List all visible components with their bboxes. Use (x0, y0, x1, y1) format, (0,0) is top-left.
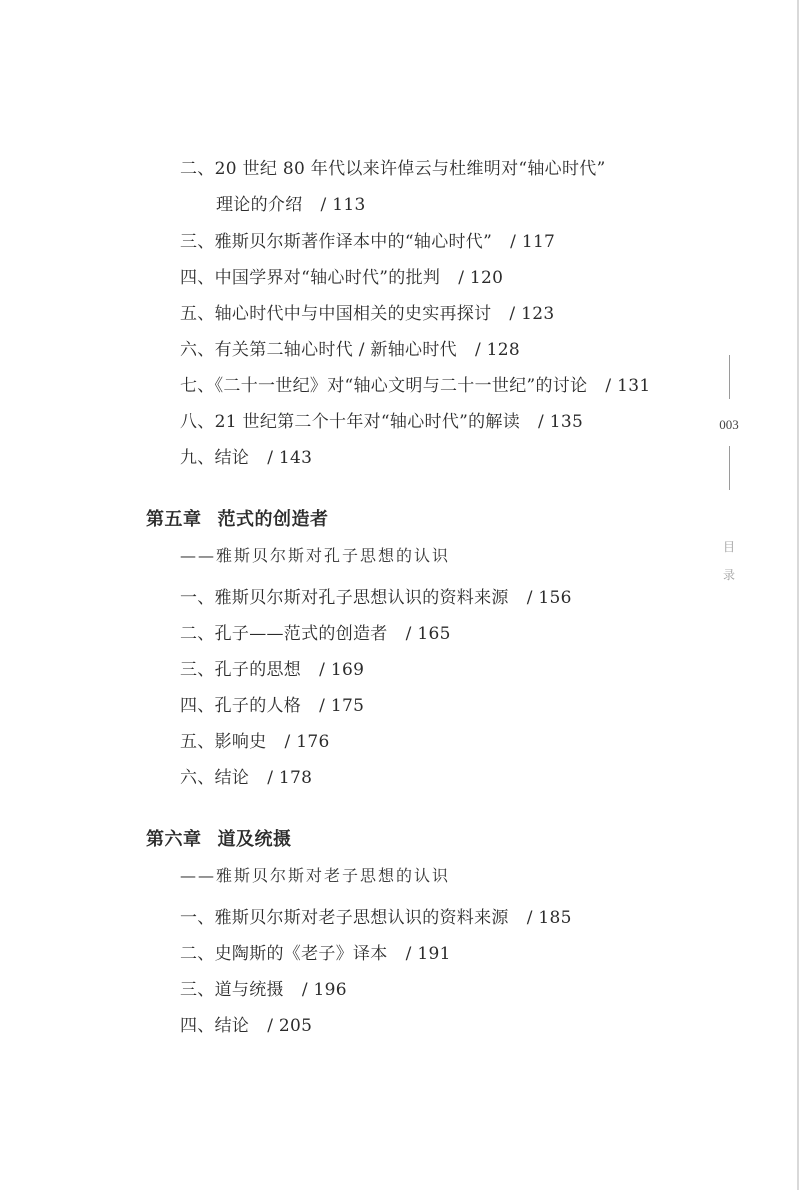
toc-entry-label: 六、有关第二轴心时代 / 新轴心时代 (180, 340, 457, 360)
chapter-title: 道及统摄 (217, 829, 292, 850)
toc-entry-label: 四、结论 (180, 1016, 250, 1036)
toc-entry[interactable] (180, 231, 555, 253)
chapter-title: 范式的创造者 (217, 509, 329, 530)
toc-entry-page: / 123 (509, 304, 555, 324)
chapter-number: 第六章 (146, 829, 202, 850)
page-number: 003 (719, 417, 739, 432)
toc-entry-page: / 135 (538, 412, 584, 432)
section-mark-char: 目 (722, 540, 735, 554)
toc-entry-label-continued: 理论的介绍 (216, 195, 303, 215)
toc-entry[interactable] (180, 943, 451, 965)
toc-entry-label: 二、史陶斯的《老子》译本 (180, 944, 388, 964)
toc-entry[interactable] (180, 1015, 312, 1037)
toc-entry[interactable] (180, 447, 312, 469)
toc-entry-page: / 191 (405, 944, 451, 964)
toc-entry[interactable] (180, 695, 364, 717)
toc-entry-page: / 169 (319, 660, 365, 680)
toc-entry-label: 八、21 世纪第二个十年对“轴心时代”的解读 (180, 412, 521, 432)
toc-entry[interactable] (180, 411, 583, 433)
chapter-subtitle: ——雅斯贝尔斯对孔子思想的认识 (180, 546, 451, 565)
folio-rule-top (729, 355, 730, 399)
toc-entry-page: / 196 (301, 980, 347, 1000)
toc-entry-page: / 205 (267, 1016, 313, 1036)
chapter-subtitle: ——雅斯贝尔斯对老子思想的认识 (180, 866, 451, 885)
toc-entry[interactable] (180, 267, 503, 289)
toc-entry-label: 三、道与统摄 (180, 980, 284, 1000)
toc-entry[interactable] (180, 907, 572, 929)
toc-entry-label: 四、中国学界对“轴心时代”的批判 (180, 268, 441, 288)
toc-entry-label: 二、孔子——范式的创造者 (180, 624, 388, 644)
toc-entry-label: 四、孔子的人格 (180, 696, 302, 716)
chapter-heading[interactable] (146, 508, 329, 532)
toc-entry-label: 五、影响史 (180, 732, 267, 752)
toc-entry-label: 三、孔子的思想 (180, 660, 302, 680)
toc-entry[interactable] (180, 979, 347, 1001)
toc-entry[interactable] (180, 731, 330, 753)
section-mark-char: 录 (722, 568, 735, 582)
toc-entry-page: / 156 (526, 588, 572, 608)
toc-entry[interactable] (180, 623, 451, 645)
toc-entry[interactable] (180, 587, 572, 609)
toc-entry-page: / 131 (605, 376, 651, 396)
page-edge-line (797, 0, 799, 1190)
toc-entry-label: 六、结论 (180, 768, 250, 788)
toc-entry-page: / 176 (284, 732, 330, 752)
toc-entry-page: / 185 (526, 908, 572, 928)
toc-entry[interactable] (180, 303, 555, 325)
chapter-number: 第五章 (146, 509, 202, 530)
toc-entry-label: 九、结论 (180, 448, 250, 468)
toc-entry[interactable] (180, 339, 520, 361)
toc-entry-label: 二、20 世纪 80 年代以来许倬云与杜维明对“轴心时代” (180, 159, 606, 179)
toc-entry-label: 三、雅斯贝尔斯著作译本中的“轴心时代” (180, 232, 493, 252)
toc-entry-page: / 113 (320, 195, 366, 215)
toc-entry[interactable] (180, 375, 650, 397)
toc-entry-label: 一、雅斯贝尔斯对老子思想认识的资料来源 (180, 908, 509, 928)
toc-entry-label: 七、《二十一世纪》对“轴心文明与二十一世纪”的讨论 (180, 376, 588, 396)
toc-entry[interactable] (180, 158, 606, 216)
toc-entry-page: / 143 (267, 448, 313, 468)
folio-rule-bottom (729, 446, 730, 490)
toc-entry[interactable] (180, 659, 364, 681)
toc-entry-label: 五、轴心时代中与中国相关的史实再探讨 (180, 304, 492, 324)
chapter-heading[interactable] (146, 828, 292, 852)
toc-entry-label: 一、雅斯贝尔斯对孔子思想认识的资料来源 (180, 588, 509, 608)
toc-entry-page: / 165 (405, 624, 451, 644)
toc-entry-page: / 178 (267, 768, 313, 788)
toc-entry-page: / 117 (510, 232, 556, 252)
toc-entry[interactable] (180, 767, 312, 789)
toc-entry-page: / 120 (458, 268, 504, 288)
toc-entry-page: / 128 (474, 340, 521, 360)
toc-entry-page: / 175 (319, 696, 365, 716)
